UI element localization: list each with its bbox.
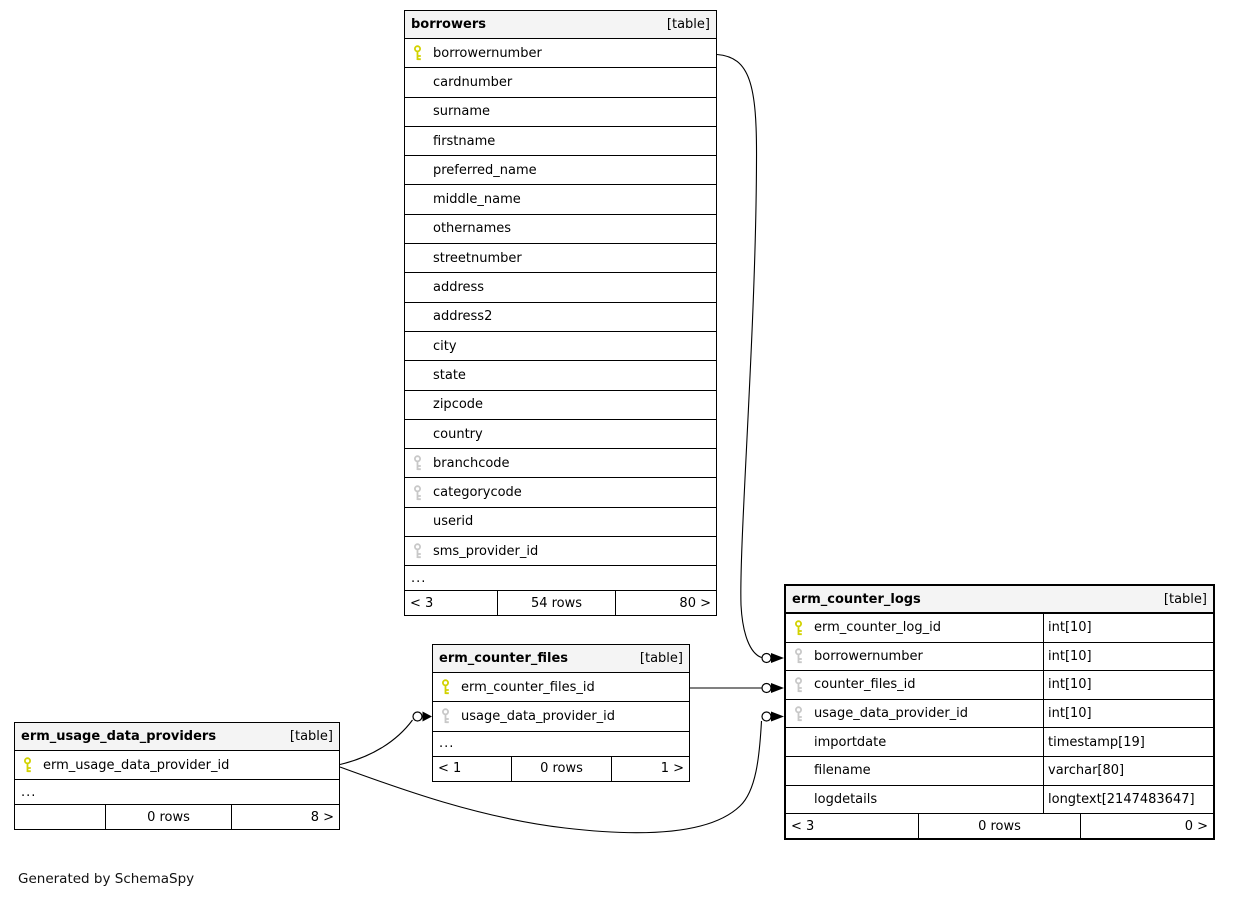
more-columns-indicator: ... (15, 780, 339, 805)
arrowhead-icon (771, 683, 784, 693)
table-footer (786, 814, 1213, 838)
table-footer (15, 805, 339, 829)
column-type: timestamp[19] (1043, 728, 1213, 756)
foreign-key-icon (411, 543, 424, 559)
footer-children-count: < 3 (410, 595, 434, 611)
column-row[interactable] (405, 68, 716, 97)
column-list (433, 673, 689, 732)
column-name: erm_counter_log_id (814, 620, 941, 636)
column-name: importdate (814, 734, 887, 750)
table-name: erm_counter_logs (792, 591, 921, 607)
footer-row-count: 54 rows (497, 591, 616, 615)
footer-children-count: < 3 (791, 818, 815, 834)
column-name: surname (433, 104, 490, 120)
table-name: borrowers (411, 17, 486, 32)
footer-row-count: 0 rows (511, 757, 612, 781)
column-row[interactable] (433, 702, 689, 731)
footer-parents-count: 1 > (660, 761, 684, 777)
footer-row-count: 0 rows (105, 805, 232, 829)
column-name: streetnumber (433, 250, 522, 266)
footer-parents-count: 8 > (310, 809, 334, 825)
table-erm-counter-logs (784, 584, 1215, 840)
table-header[interactable] (15, 723, 339, 751)
foreign-key-icon (792, 677, 805, 693)
column-name: usage_data_provider_id (461, 708, 616, 724)
column-name: middle_name (433, 192, 521, 208)
table-erm-counter-files (432, 644, 690, 782)
primary-key-icon (439, 679, 452, 695)
column-list (786, 614, 1213, 814)
column-row[interactable] (405, 508, 716, 537)
column-name: usage_data_provider_id (814, 706, 969, 722)
column-row[interactable] (405, 537, 716, 566)
column-name: borrowernumber (433, 45, 542, 61)
column-row[interactable] (405, 39, 716, 68)
column-name: counter_files_id (814, 677, 916, 693)
column-row[interactable] (405, 98, 716, 127)
more-columns-indicator: ... (433, 732, 689, 757)
column-type: int[10] (1043, 700, 1213, 728)
column-row[interactable] (405, 361, 716, 390)
cardinality-circle-icon (762, 712, 771, 721)
foreign-key-icon (792, 648, 805, 664)
column-row[interactable] (786, 700, 1213, 729)
column-name: state (433, 367, 466, 383)
table-type-label: [table] (639, 651, 683, 666)
footer-children-count: < 1 (438, 761, 462, 777)
column-row[interactable] (405, 449, 716, 478)
table-name: erm_counter_files (439, 651, 569, 666)
footer-row-count: 0 rows (918, 814, 1081, 838)
cardinality-circle-icon (413, 712, 422, 721)
column-type: varchar[80] (1043, 757, 1213, 785)
table-erm-usage-data-providers (14, 722, 340, 830)
column-row[interactable] (786, 643, 1213, 672)
footer-parents-count: 0 > (1184, 818, 1208, 834)
table-name: erm_usage_data_providers (21, 729, 217, 744)
column-name: address2 (433, 309, 493, 325)
footer-children-count (15, 805, 105, 829)
column-row[interactable] (405, 127, 716, 156)
column-row[interactable] (405, 303, 716, 332)
table-header[interactable] (405, 11, 716, 39)
column-row[interactable] (786, 728, 1213, 757)
table-footer (433, 757, 689, 781)
column-name: othernames (433, 221, 512, 237)
column-row[interactable] (15, 751, 339, 780)
column-row[interactable] (786, 671, 1213, 700)
footer-parents-count: 80 > (679, 595, 711, 611)
column-row[interactable] (786, 786, 1213, 815)
column-row[interactable] (405, 332, 716, 361)
column-name: erm_usage_data_provider_id (43, 757, 230, 773)
primary-key-icon (792, 620, 805, 636)
relationship-line-borrowers-to-logs (717, 55, 762, 658)
arrowhead-icon (771, 653, 784, 663)
column-type: int[10] (1043, 643, 1213, 671)
table-header[interactable] (433, 645, 689, 673)
column-row[interactable] (405, 156, 716, 185)
column-name: preferred_name (433, 162, 537, 178)
foreign-key-icon (439, 708, 452, 724)
primary-key-icon (21, 757, 34, 773)
column-row[interactable] (405, 391, 716, 420)
table-type-label: [table] (289, 729, 333, 744)
table-type-label: [table] (666, 17, 710, 32)
column-name: city (433, 338, 457, 354)
column-name: cardnumber (433, 74, 513, 90)
table-header[interactable] (786, 586, 1213, 614)
column-name: filename (814, 763, 871, 779)
arrowhead-icon (771, 712, 784, 722)
column-row[interactable] (405, 420, 716, 449)
cardinality-circle-icon (762, 654, 771, 663)
more-columns-indicator: ... (405, 566, 716, 591)
column-name: branchcode (433, 455, 510, 471)
column-list (405, 39, 716, 566)
column-row[interactable] (405, 478, 716, 507)
table-borrowers (404, 10, 717, 616)
table-type-label: [table] (1163, 591, 1207, 607)
column-name: userid (433, 514, 474, 530)
column-name: address (433, 280, 485, 296)
foreign-key-icon (411, 455, 424, 471)
column-list (15, 751, 339, 780)
column-row[interactable] (405, 215, 716, 244)
column-type: longtext[2147483647] (1043, 786, 1213, 814)
column-name: borrowernumber (814, 648, 923, 664)
column-name: zipcode (433, 397, 484, 413)
column-row[interactable] (786, 614, 1213, 643)
column-name: sms_provider_id (433, 543, 539, 559)
column-name: logdetails (814, 791, 878, 807)
cardinality-circle-icon (762, 684, 771, 693)
column-row[interactable] (405, 185, 716, 214)
column-row[interactable] (405, 244, 716, 273)
primary-key-icon (411, 45, 424, 61)
column-type: int[10] (1043, 614, 1213, 642)
column-type: int[10] (1043, 671, 1213, 699)
column-name: firstname (433, 133, 496, 149)
column-row[interactable] (786, 757, 1213, 786)
foreign-key-icon (792, 706, 805, 722)
column-name: country (433, 426, 483, 442)
column-row[interactable] (405, 273, 716, 302)
relationship-line-providers-to-files (340, 720, 413, 765)
foreign-key-icon (411, 485, 424, 501)
table-footer (405, 591, 716, 615)
arrowhead-icon (423, 712, 433, 722)
column-name: categorycode (433, 485, 522, 501)
column-row[interactable] (433, 673, 689, 702)
generator-note: Generated by SchemaSpy (18, 871, 195, 887)
column-name: erm_counter_files_id (461, 679, 595, 695)
